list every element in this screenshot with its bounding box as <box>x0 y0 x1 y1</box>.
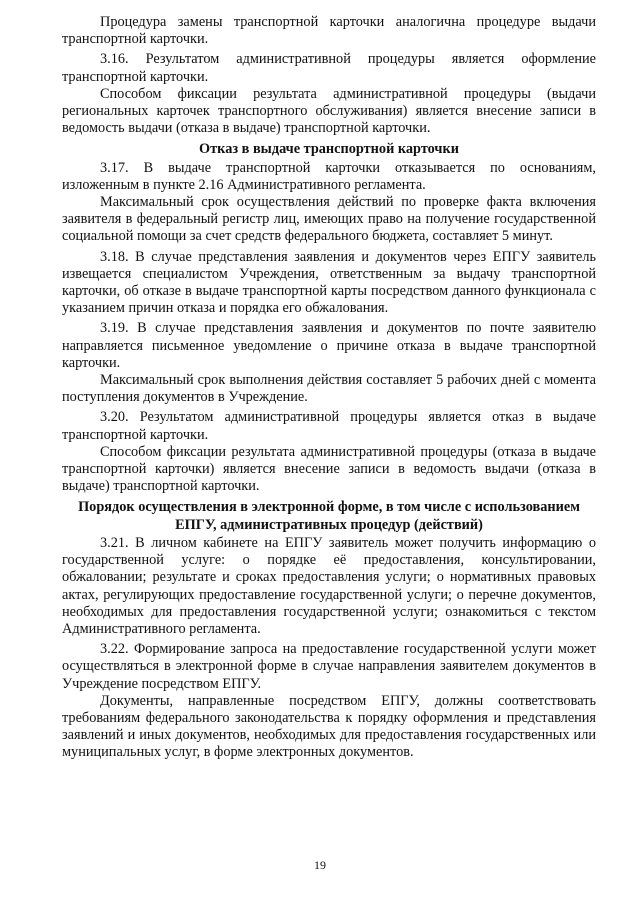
heading-line-2: ЕПГУ, административных процедур (действий) <box>175 516 483 533</box>
page-number: 19 <box>314 858 326 872</box>
paragraph-fixation-method-refusal: Способом фиксации результата административной процедуры (отказа в выдаче транспортной карточки) является внесение записи в ведомость выдачи (отказа в выдаче) транспортной карточки. <box>62 443 596 495</box>
paragraph-3-18: 3.18. В случае представления заявления и документов через ЕПГУ заявитель извещается специалистом Учреждения, ответственным за выдачу транспортной карточки, об отказе в выдаче транспортной карты посредством данного функционала с указанием причин отказа и порядка его обжалования. <box>62 248 596 317</box>
paragraph-max-action-time: Максимальный срок выполнения действия составляет 5 рабочих дней с момента поступления документов в Учреждение. <box>62 372 596 406</box>
paragraph-electronic-documents: Документы, направленные посредством ЕПГУ, должны соответствовать требованиям федерального законодательства к порядку оформления и представления заявлений и иных документов, необходимых для предоставления государственных или муниципальных услуг, в форме электронных документов. <box>62 692 596 761</box>
section-heading-electronic-procedures <box>62 499 596 533</box>
paragraph-3-20: 3.20. Результатом административной процедуры является отказ в выдаче транспортной карточки. <box>62 409 596 443</box>
heading-line-1: Порядок осуществления в электронной форме, в том числе с использованием <box>78 499 580 516</box>
paragraph-3-22: 3.22. Формирование запроса на предоставление государственной услуги может осуществляться в электронной форме в случае направления заявителем документов в Учреждение посредством ЕПГУ. <box>62 641 596 692</box>
paragraph-replacement-procedure: Процедура замены транспортной карточки аналогична процедуре выдачи транспортной карточки. <box>62 14 596 48</box>
paragraph-3-21: 3.21. В личном кабинете на ЕПГУ заявитель может получить информацию о государственной услуге: о порядке её предоставления, консультировании, обжаловании; результате и сроках предоставления услуги; о нормативных правовых актах, регулирующих предоставление государственной услуги; о перечне документов, необходимых для предоставления государственной услуги; ознакомиться с текстом Административного регламента. <box>62 534 596 637</box>
paragraph-max-check-time: Максимальный срок осуществления действий по проверке факта включения заявителя в федеральный регистр лиц, имеющих право на получение государственной социальной помощи за счет средств федерального бюджета, составляет 5 минут. <box>62 194 596 245</box>
document-page <box>62 14 596 762</box>
paragraph-fixation-method-issue: Способом фиксации результата административной процедуры (выдачи региональных карточек транспортного обслуживания) является внесение записи в ведомость выдачи (отказа в выдаче) транспортной карточки. <box>62 85 596 137</box>
paragraph-3-16: 3.16. Результатом административной процедуры является оформление транспортной карточки. <box>62 51 596 85</box>
section-heading-refusal: Отказ в выдаче транспортной карточки <box>199 141 459 158</box>
paragraph-3-19: 3.19. В случае представления заявления и документов по почте заявителю направляется письменное уведомление о причине отказа в выдаче транспортной карточки. <box>62 320 596 371</box>
paragraph-3-17: 3.17. В выдаче транспортной карточки отказывается по основаниям, изложенным в пункте 2.16 Административного регламента. <box>62 159 596 193</box>
